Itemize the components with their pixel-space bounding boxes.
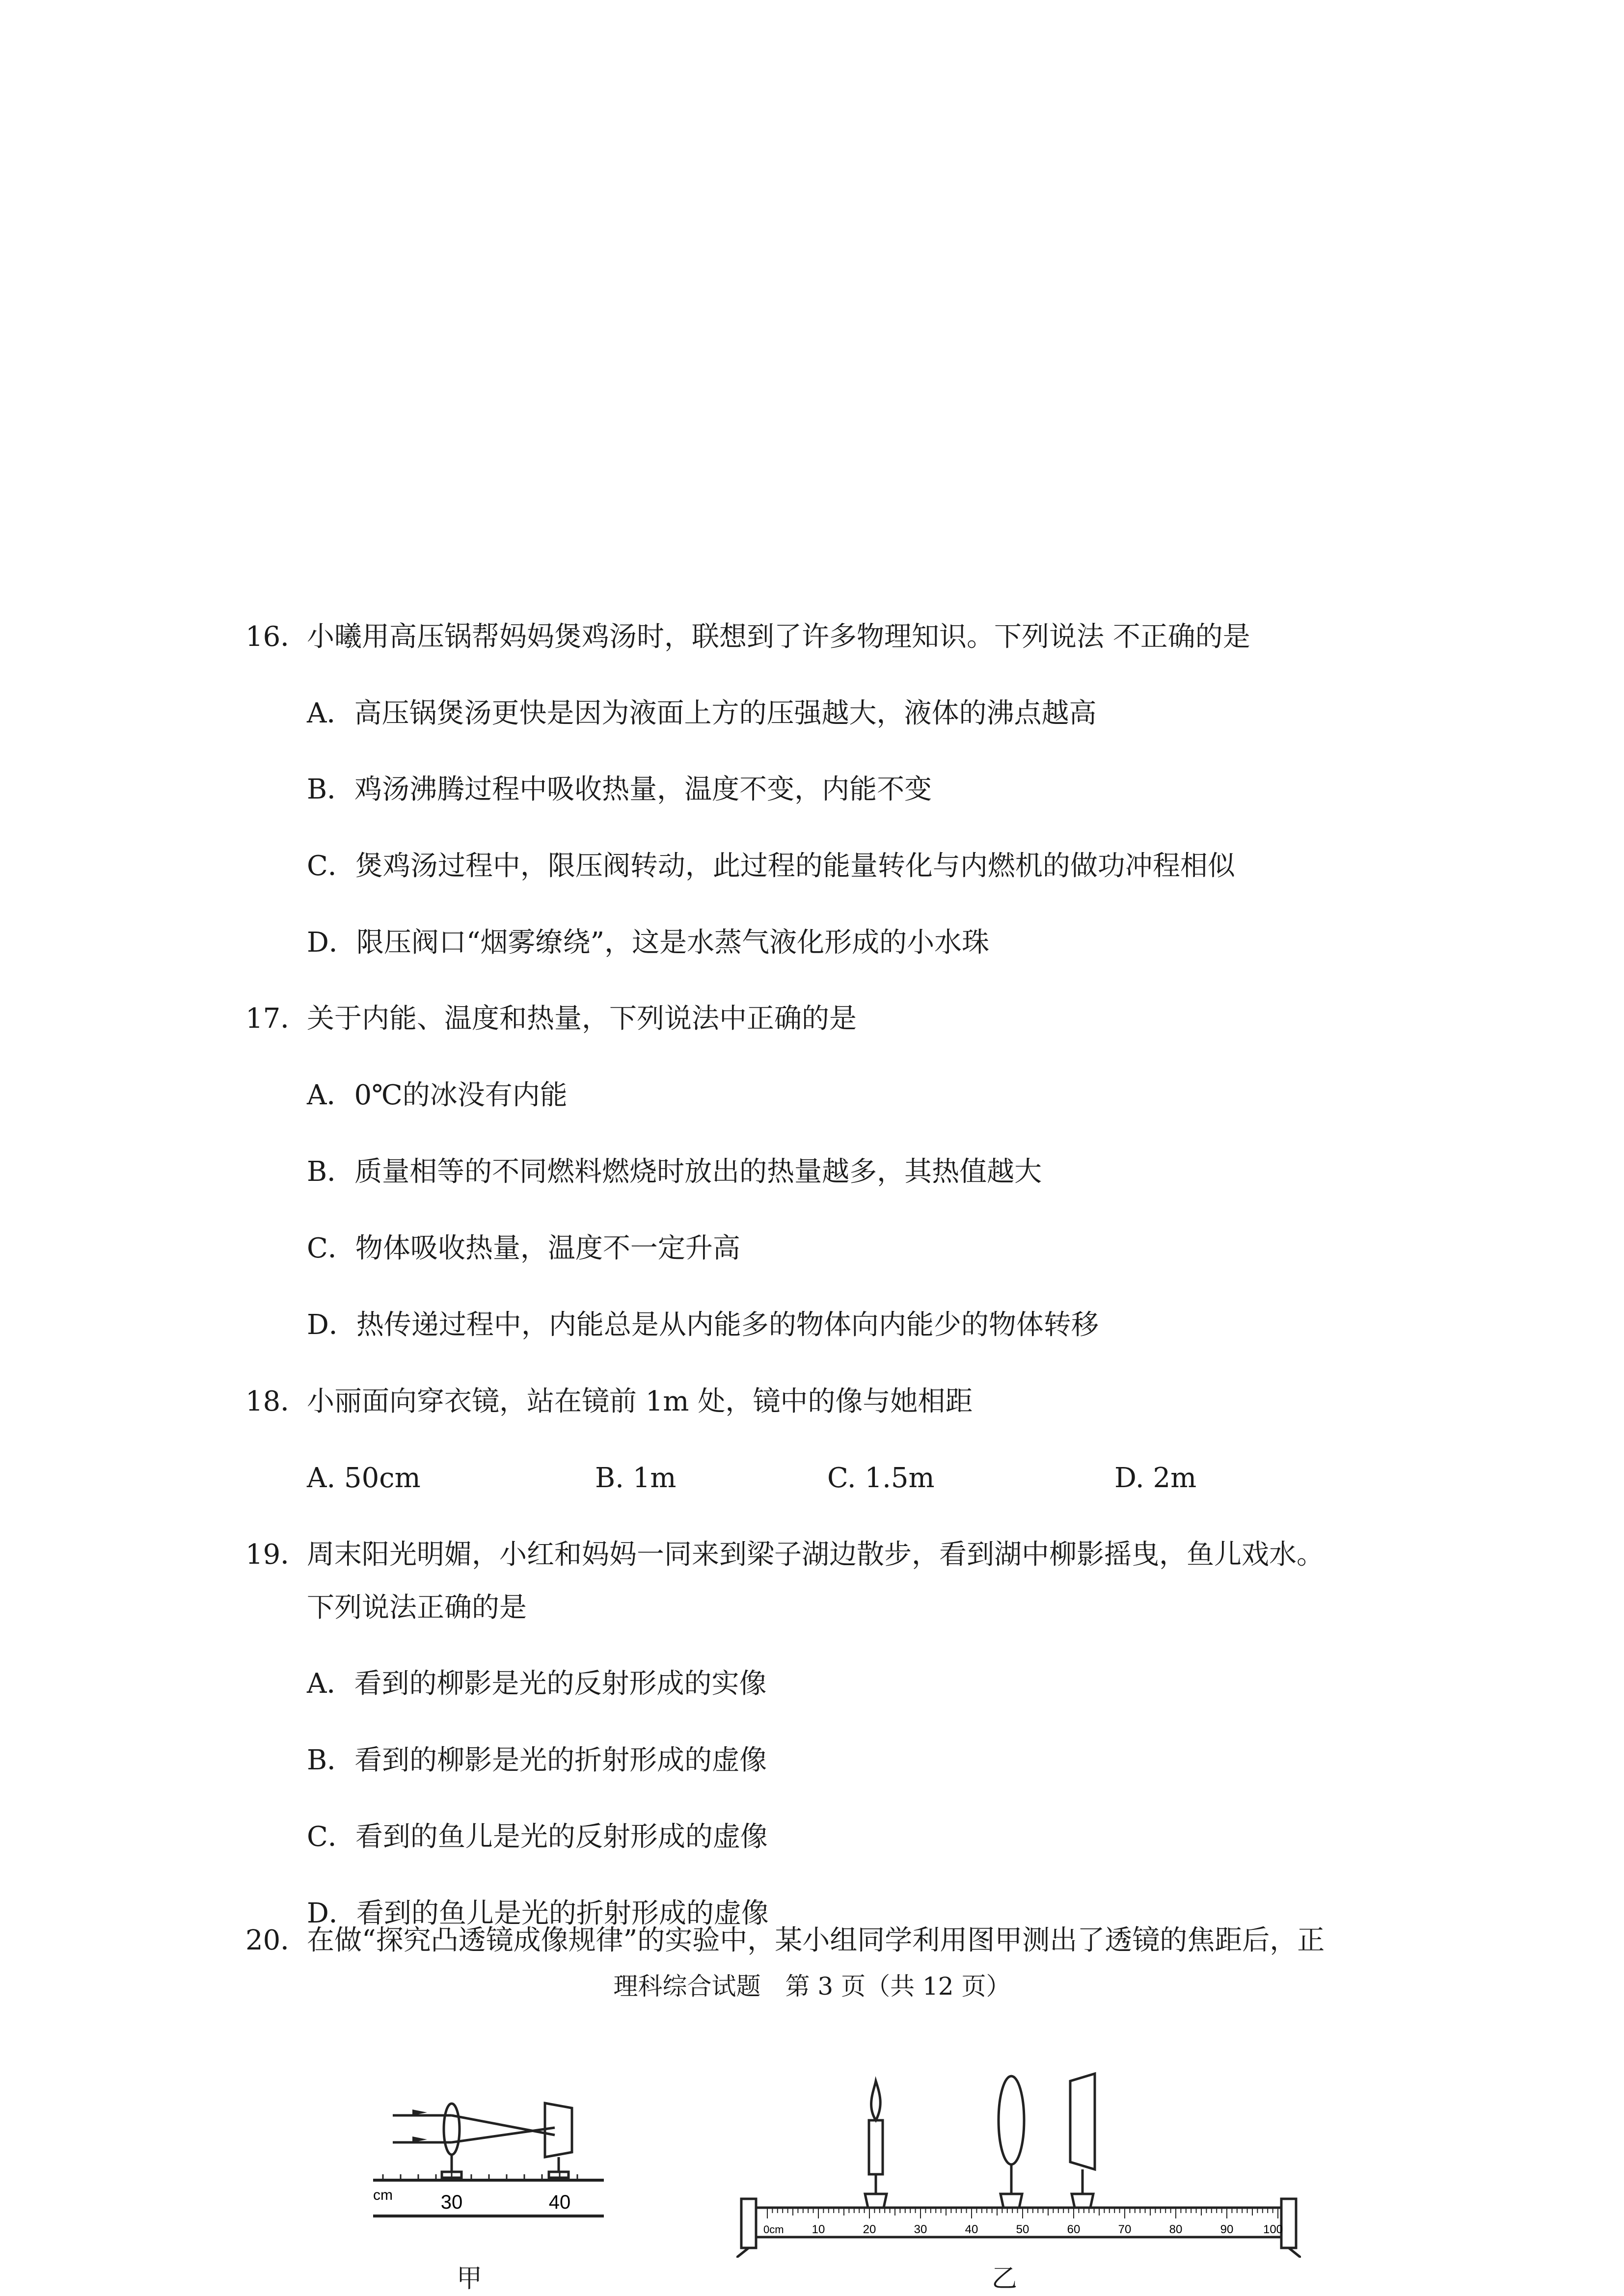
figure-yi-optical-bench bbox=[736, 2052, 1301, 2258]
ruler-unit: cm bbox=[373, 2187, 393, 2203]
ruler-tick-label: 40 bbox=[548, 2191, 571, 2213]
question-text: 小曦用高压锅帮妈妈煲鸡汤时，联想到了许多物理知识。下列说法 不正确的是 bbox=[307, 621, 1250, 653]
question-number: 17． bbox=[245, 1003, 308, 1035]
figure-yi-caption: 乙 bbox=[992, 2264, 1018, 2294]
ruler-unit: 0cm bbox=[763, 2223, 784, 2236]
q16-option-b: B．鸡汤沸腾过程中吸收热量，温度不变，内能不变 bbox=[307, 774, 932, 805]
ruler-tick-label: 30 bbox=[440, 2191, 463, 2213]
question-17-stem bbox=[245, 1001, 857, 1037]
q19-option-d: D．看到的鱼儿是光的折射形成的虚像 bbox=[307, 1897, 769, 1929]
q17-option-c: C．物体吸收热量，温度不一定升高 bbox=[307, 1232, 740, 1264]
question-text: 在做“探究凸透镜成像规律”的实验中，某小组同学利用图甲测出了透镜的焦距后，正 bbox=[307, 1924, 1325, 1956]
figure-jia-caption: 甲 bbox=[457, 2264, 483, 2294]
q19-option-c: C．看到的鱼儿是光的反射形成的虚像 bbox=[307, 1821, 768, 1853]
question-20-stem bbox=[245, 1923, 1325, 1958]
page-footer: 理科综合试题 第 3 页（共 12 页） bbox=[613, 1972, 1011, 2001]
q18-option-a: A. 50cm bbox=[307, 1462, 421, 1494]
ruler-tick-label: 20 bbox=[863, 2223, 876, 2236]
question-number: 20． bbox=[245, 1924, 308, 1956]
q16-option-d: D．限压阀口“烟雾缭绕”，这是水蒸气液化形成的小水珠 bbox=[307, 927, 990, 959]
q17-option-a: A．0℃的冰没有内能 bbox=[307, 1079, 568, 1111]
question-16-stem bbox=[245, 619, 1250, 655]
q18-option-b: B. 1m bbox=[595, 1462, 677, 1494]
ruler-tick-label: 30 bbox=[914, 2223, 927, 2236]
screen-icon bbox=[1070, 2074, 1095, 2169]
question-number: 19． bbox=[245, 1539, 308, 1571]
figure-jia-focal-length bbox=[373, 2052, 609, 2218]
ruler-tick-label: 50 bbox=[1016, 2223, 1029, 2236]
flame-icon bbox=[871, 2081, 881, 2120]
q18-option-d: D. 2m bbox=[1114, 1462, 1197, 1494]
ruler-tick-label: 60 bbox=[1067, 2223, 1081, 2236]
candle-icon bbox=[869, 2120, 883, 2174]
ruler-tick-label: 10 bbox=[812, 2223, 825, 2236]
question-text: 小丽面向穿衣镜，站在镜前 1m 处，镜中的像与她相距 bbox=[307, 1386, 973, 1417]
q18-option-c: C. 1.5m bbox=[827, 1462, 935, 1494]
convex-lens-icon bbox=[444, 2104, 460, 2155]
question-19-stem bbox=[245, 1537, 1324, 1573]
ruler-tick-label: 90 bbox=[1220, 2223, 1234, 2236]
q19-option-a: A．看到的柳影是光的反射形成的实像 bbox=[307, 1668, 767, 1700]
screen-icon bbox=[545, 2103, 572, 2157]
refracted-ray bbox=[452, 2128, 555, 2142]
q17-option-b: B．质量相等的不同燃料燃烧时放出的热量越多，其热值越大 bbox=[307, 1156, 1042, 1188]
q17-option-d: D．热传递过程中，内能总是从内能多的物体向内能少的物体转移 bbox=[307, 1309, 1099, 1341]
question-18-stem bbox=[245, 1384, 973, 1419]
ruler-tick-label: 80 bbox=[1169, 2223, 1183, 2236]
question-number: 16． bbox=[245, 621, 308, 653]
question-text: 周末阳光明媚，小红和妈妈一同来到梁子湖边散步，看到湖中柳影摇曳，鱼儿戏水。 bbox=[307, 1539, 1324, 1571]
question-number: 18． bbox=[245, 1386, 308, 1417]
q16-option-a: A．高压锅煲汤更快是因为液面上方的压强越大，液体的沸点越高 bbox=[307, 697, 1097, 729]
question-text: 关于内能、温度和热量，下列说法中正确的是 bbox=[307, 1003, 857, 1035]
ruler-tick-label: 70 bbox=[1118, 2223, 1132, 2236]
convex-lens-icon bbox=[999, 2076, 1024, 2164]
ruler-tick-label: 100 bbox=[1263, 2223, 1283, 2236]
q19-option-b: B．看到的柳影是光的折射形成的虚像 bbox=[307, 1744, 767, 1776]
question-19-stem-line2: 下列说法正确的是 bbox=[307, 1592, 527, 1624]
refracted-ray bbox=[452, 2115, 555, 2135]
ruler-tick-label: 40 bbox=[965, 2223, 978, 2236]
q16-option-c: C．煲鸡汤过程中，限压阀转动，此过程的能量转化与内燃机的做功冲程相似 bbox=[307, 850, 1235, 882]
